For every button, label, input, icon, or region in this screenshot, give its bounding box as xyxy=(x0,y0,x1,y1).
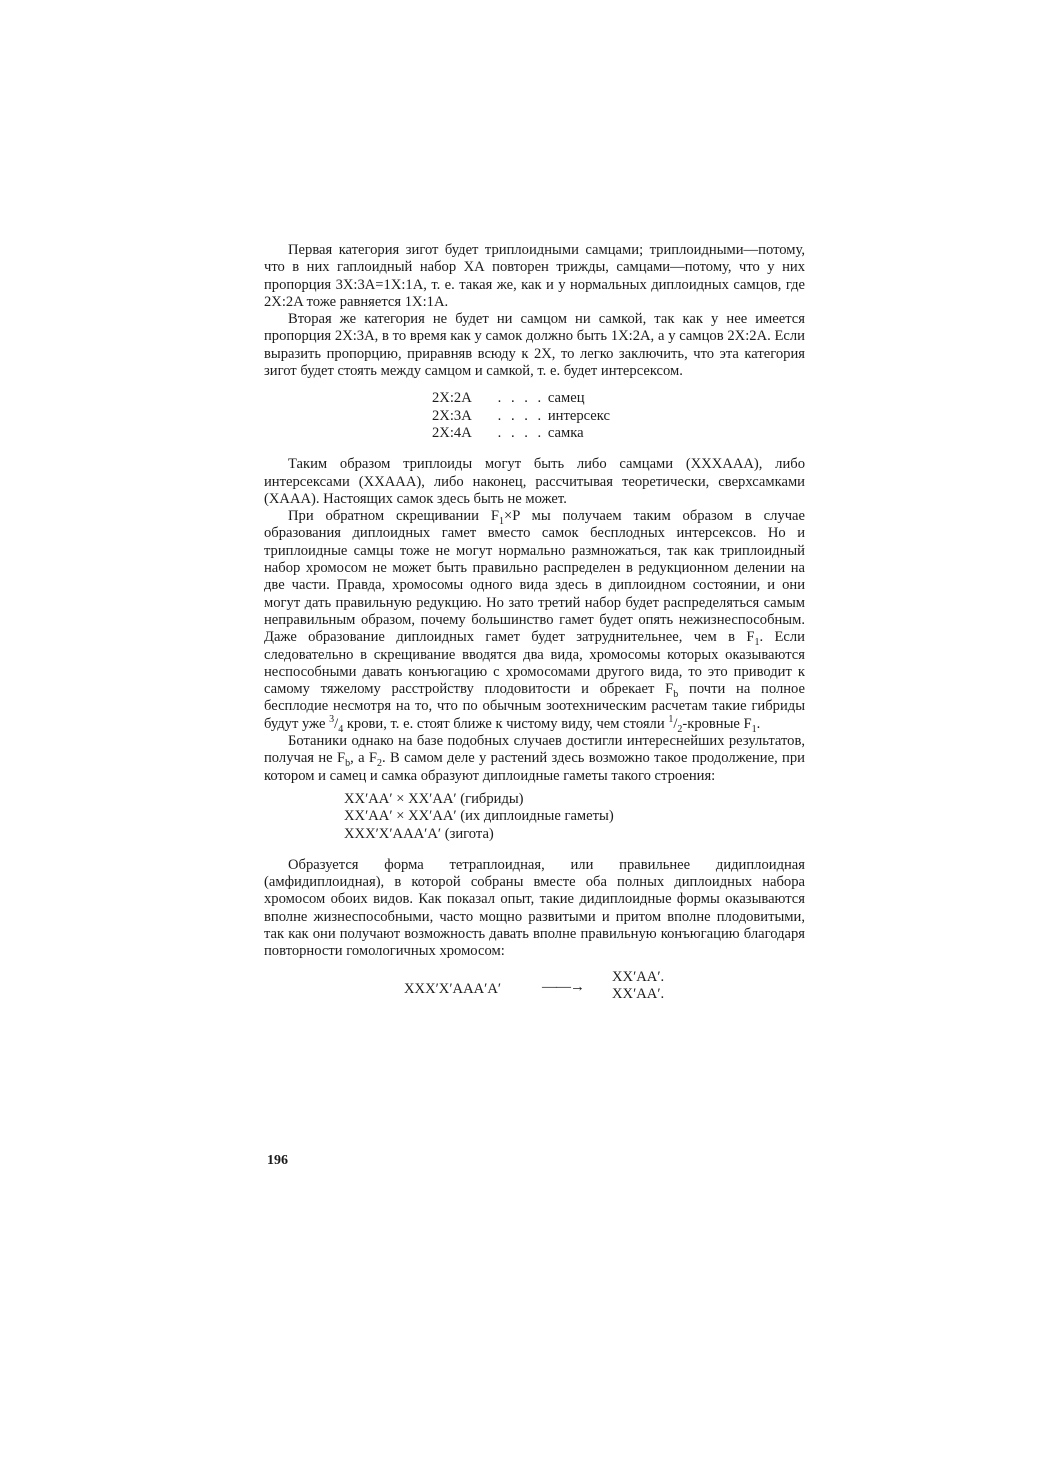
ratio-label: самец xyxy=(547,390,585,407)
fraction-numerator: 3 xyxy=(329,713,335,725)
gamete-formula-top: XX′AA′. xyxy=(612,968,665,985)
p5-text-c: . В самом деле у растений здесь возможно такое продолжение, при котором и самец и самка образуют диплоидные гаметы такого строения: xyxy=(264,750,805,784)
subscript: 1 xyxy=(498,516,504,528)
subscript: 2 xyxy=(377,758,383,770)
cross-formula-line: XXX′X′AAA′A′ (зигота) xyxy=(344,825,494,842)
paragraph-6: Образуется форма тетраплоидная, или правильнее дидиплоидная (амфидиплоидная), в которой собраны вместе оба полных диплоидных набора хромосом обоих видов. Как показал опыт, такие дидиплоидные формы оказываются вполне жизнеспособными, часто мощно развитыми и притом вполне плодовитыми, так как они получают возможность давать вполне правильную конъюгацию благодаря повторности гомологичных хромосом: xyxy=(264,856,805,960)
p4-text-g: . xyxy=(756,715,761,732)
leader-dots: . . . . xyxy=(497,424,545,441)
cross-formula-line: XX′AA′ × XX′AA′ (гибриды) xyxy=(344,790,524,807)
p4-text-d: почти на полное бесплодие несмотря на то, что по обычным зоотехническим расчетам такие гибриды будут уже xyxy=(264,681,806,732)
subscript: 1 xyxy=(754,637,760,649)
sex-ratio-row xyxy=(432,408,805,425)
subscript: b xyxy=(345,758,351,770)
fraction-denominator: 2 xyxy=(677,723,683,735)
leader-dots: . . . . xyxy=(497,390,545,407)
arrow-icon: ——→ xyxy=(542,978,584,995)
subscript: 1 xyxy=(751,723,757,735)
final-formula xyxy=(404,969,805,1009)
paragraph-1: Первая категория зигот будет триплоидными самцами; триплоидными—потому, что в них гаплоидный набор ХА повторен трижды, самцами—потому, что у них пропорция 3X:3A=1X:1A, т. е. такая же, как и у нормальных диплоидных самцов, где 2X:2A тоже равняется 1X:1A. xyxy=(264,242,805,310)
cross-formula-line: XX′AA′ × XX′AA′ (их диплоидные гаметы) xyxy=(344,808,614,825)
ratio-label: интерсекс xyxy=(547,407,610,424)
p4-text-c: . Если следовательно в скрещивание вводятся два вида, хромосомы которых оказываются неспособными давать конъюгацию с хромосомами другого вида, то это приводит к самому тяжелому расстройству плодовитости и обрекает F xyxy=(264,629,805,698)
sex-ratio-row xyxy=(432,425,805,442)
ratio-value: 2X:2A xyxy=(432,390,472,407)
ratio-label: самка xyxy=(547,424,584,441)
zygote-formula: XXX′X′AAA′A′ xyxy=(404,980,502,997)
ratio-value: 2X:3A xyxy=(432,407,472,424)
paragraph-4: При обратном скрещивании $F_1\times P$ мы получаем таким образом в случае образования диплоидных гамет вместо самок бесплодных интерсексов. Но и триплоидные самцы тоже не могут нормально размножаться, так как триплоидный набор хромосом не может быть правильно распределен в редукционном делении на две части. Правда, хромосомы одного вида здесь в диплоидном состоянии, и они могут дать правильную редукцию. Но зато третий набор будет распределяться самым неправильным образом, почему большинство гамет будет опять нежизнеспособным. Даже образование диплоидных гамет будет затруднительнее, чем в $F_1$. Если следовательно в скрещивание вводятся два вида, хромосомы которых оказываются неспособными давать конъюгацию с хромосомами другого вида, то это приводит к самому тяжелому расстройству плодовитости и обрекает $F_b$ почти на полное бесплодие несмотря на то, что по обычным зоотехническим расчетам такие гибриды будут уже $^3/_4$ крови, т. е. стоят ближе к чистому виду, чем стояли $^1/_2$-кровные $F_1$. xyxy=(264,508,806,735)
sex-ratio-table xyxy=(432,390,805,442)
cross-formula-block xyxy=(344,791,805,843)
gamete-formula-bottom: XX′AA′. xyxy=(612,985,665,1002)
subscript: b xyxy=(673,689,679,701)
paragraph-2: Вторая же категория не будет ни самцом ни самкой, так как у нее имеется пропорция 2X:3A, в то время как у самок должно быть 1X:2A, а у самцов 2X:2A. Если выразить пропорцию, приравняв всюду к 2X, то легко заключить, что эта категория зигот будет стоять между самцом и самкой, т. е. будет интерсексом. xyxy=(264,311,805,380)
p4-text-f: -кровные F xyxy=(682,715,752,732)
p4-text-b: ×P мы получаем таким образом в случае образования диплоидных гамет вместо самок бесплодных интерсексов. Но и триплоидные самцы тоже не могут нормально размножаться, так как триплоидный набор хромосом не может быть правильно распределен в редукционном делении на две части. Правда, хромосомы одного вида здесь в диплоидном состоянии, и они могут дать правильную редукцию. Но зато третий набор будет распределяться самым неправильным образом, почему большинство гамет будет опять нежизнеспособным. Даже образование диплоидных гамет будет затруднительнее, чем в F xyxy=(264,508,806,646)
paragraph-5 xyxy=(264,733,805,785)
p4-text-a: При обратном скрещивании F xyxy=(288,508,499,525)
sex-ratio-row xyxy=(432,390,805,407)
p5-text-a: Ботаники однако на базе подобных случаев достигли интереснейших результатов, получая не F xyxy=(264,733,805,767)
gamete-formulas xyxy=(612,969,664,1003)
ratio-value: 2X:4A xyxy=(432,424,472,441)
p4-text-e: крови, т. е. стоят ближе к чистому виду, чем стояли xyxy=(343,715,669,732)
fraction-numerator: 1 xyxy=(668,713,674,725)
paragraph-3: Таким образом триплоиды могут быть либо самцами (XXXAAA), либо интерсексами (XXAAA), либо наконец, рассчитывая теоретически, сверхсамками (XAAA). Настоящих самок здесь быть не может. xyxy=(264,456,805,507)
fraction-denominator: 4 xyxy=(338,723,344,735)
page-number: 196 xyxy=(267,1153,288,1168)
p5-text-b: , а F xyxy=(350,750,378,767)
leader-dots: . . . . xyxy=(497,407,545,424)
page-body xyxy=(264,242,805,1009)
